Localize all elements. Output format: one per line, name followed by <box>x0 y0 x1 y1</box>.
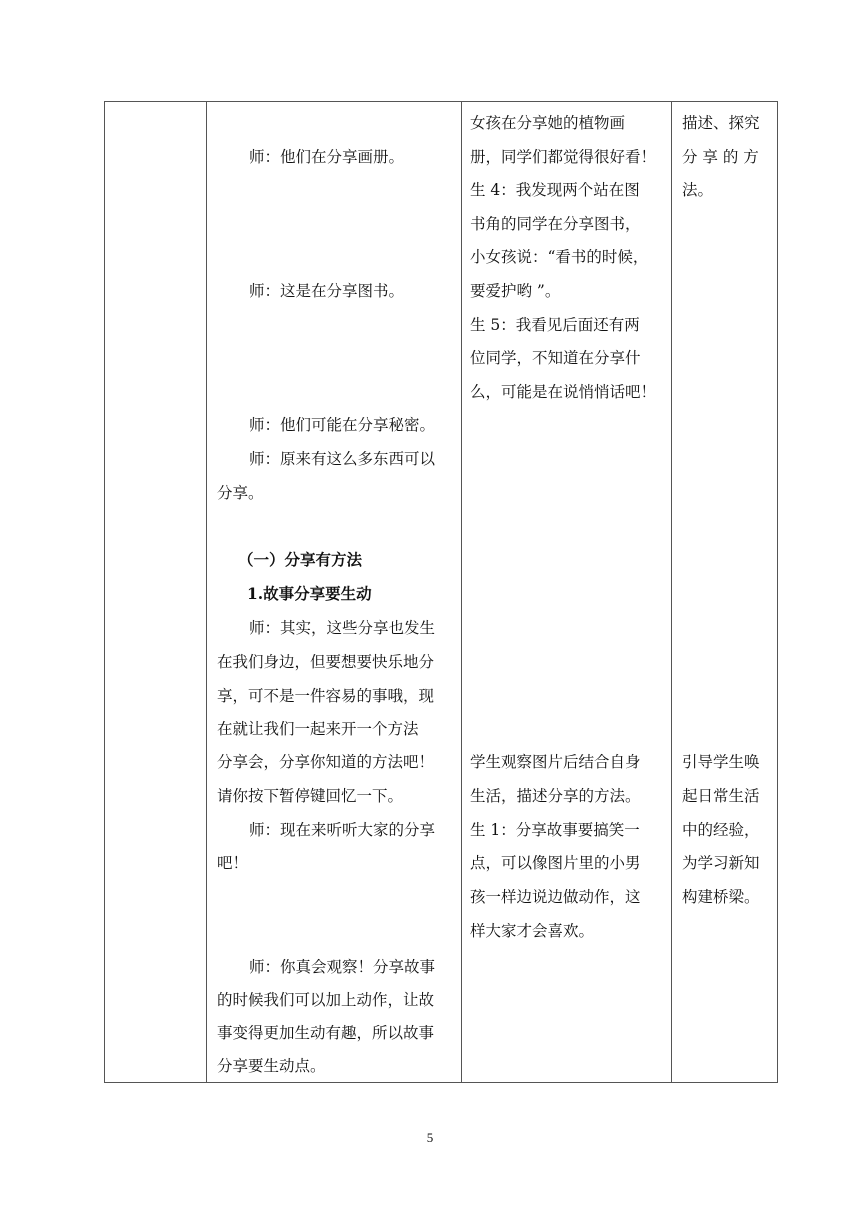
student-line: 么，可能是在说悄悄话吧！ <box>470 383 657 401</box>
student-line: 孩一样边说边做动作，这 <box>470 888 641 906</box>
student-line: 学生观察图片后结合自身 <box>470 753 641 771</box>
teacher-line: 吧！ <box>217 854 249 872</box>
intent-line: 中的经验， <box>682 821 760 839</box>
column-divider <box>206 102 207 1082</box>
intent-line: 分 享 的 方 <box>682 148 759 166</box>
teacher-line: 师：他们在分享画册。 <box>249 148 405 166</box>
subsection-heading: 1.故事分享要生动 <box>247 584 372 603</box>
teacher-line: 事变得更加生动有趣，所以故事 <box>217 1024 435 1042</box>
student-line: 生 1：分享故事要搞笑一 <box>470 821 640 839</box>
intent-line: 为学习新知 <box>682 854 760 872</box>
teacher-line: 分享会，分享你知道的方法吧！ <box>217 753 435 771</box>
intent-line: 构建桥梁。 <box>682 888 760 906</box>
teacher-line: 在就让我们一起来开一个方法 <box>217 720 419 738</box>
column-divider <box>461 102 462 1082</box>
teacher-line: 师：他们可能在分享秘密。 <box>249 416 436 434</box>
teacher-line: 师：现在来听听大家的分享 <box>249 821 436 839</box>
intent-line: 引导学生唤 <box>682 753 760 771</box>
teacher-line: 的时候我们可以加上动作，让故 <box>217 991 435 1009</box>
student-line: 位同学，不知道在分享什 <box>470 349 641 367</box>
lesson-table <box>104 101 778 1083</box>
page-number: 5 <box>426 1130 434 1145</box>
teacher-line: 在我们身边，但要想要快乐地分 <box>217 653 435 671</box>
intent-line: 起日常生活 <box>682 787 760 805</box>
teacher-line: 师：原来有这么多东西可以 <box>249 450 436 468</box>
student-line: 书角的同学在分享图书， <box>470 215 641 233</box>
section-heading: （一）分享有方法 <box>238 550 363 569</box>
student-line: 生 5：我看见后面还有两 <box>470 316 640 334</box>
column-divider <box>671 102 672 1082</box>
teacher-line: 请你按下暂停键回忆一下。 <box>217 787 404 805</box>
teacher-line: 分享要生动点。 <box>217 1057 326 1075</box>
student-line: 册，同学们都觉得很好看！ <box>470 148 657 166</box>
teacher-line: 享，可不是一件容易的事哦，现 <box>217 687 435 705</box>
intent-line: 描述、探究 <box>682 114 760 132</box>
intent-line: 法。 <box>682 181 714 199</box>
student-line: 女孩在分享她的植物画 <box>470 114 626 132</box>
student-line: 要爱护哟 ”。 <box>470 282 561 300</box>
student-line: 小女孩说：“看书的时候， <box>470 248 649 266</box>
teacher-line: 分享。 <box>217 484 264 502</box>
student-line: 点，可以像图片里的小男 <box>470 854 641 872</box>
teacher-line: 师：你真会观察！分享故事 <box>249 958 436 976</box>
student-line: 生 4：我发现两个站在图 <box>470 181 640 199</box>
student-line: 样大家才会喜欢。 <box>470 922 595 940</box>
student-line: 生活，描述分享的方法。 <box>470 787 641 805</box>
teacher-line: 师：其实，这些分享也发生 <box>249 619 436 637</box>
teacher-line: 师：这是在分享图书。 <box>249 282 405 300</box>
